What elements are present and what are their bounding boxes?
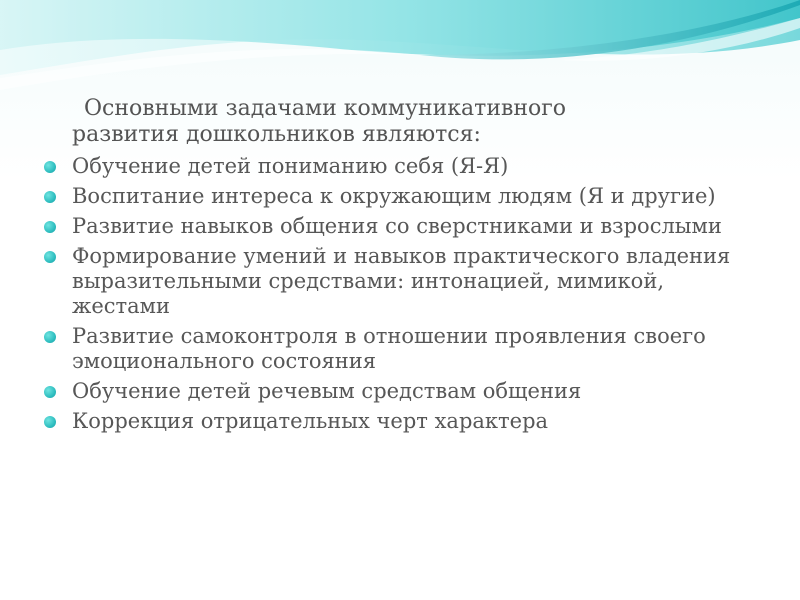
circle-bullet-icon — [44, 416, 56, 428]
list-item — [44, 409, 744, 434]
list-item — [44, 154, 744, 179]
heading-line-2: развития дошкольников являются: — [72, 122, 481, 147]
circle-bullet-icon — [44, 221, 56, 233]
bullet-text: Воспитание интереса к окружающим людям (Я и другие) — [72, 184, 716, 208]
bullet-list — [44, 154, 744, 434]
list-item — [44, 184, 744, 209]
circle-bullet-icon — [44, 161, 56, 173]
circle-bullet-icon — [44, 191, 56, 203]
bullet-text: Обучение детей речевым средствам общения — [72, 379, 582, 403]
circle-bullet-icon — [44, 331, 56, 343]
list-item — [44, 379, 744, 404]
bullet-text: Коррекция отрицательных черт характера — [72, 409, 549, 433]
circle-bullet-icon — [44, 386, 56, 398]
list-item — [44, 244, 744, 319]
slide-content — [44, 96, 744, 439]
list-item — [44, 214, 744, 239]
wave-decoration — [0, 0, 800, 110]
slide-heading — [44, 96, 744, 148]
heading-line-1: Основными задачами коммуникативного — [84, 96, 567, 121]
circle-bullet-icon — [44, 251, 56, 263]
bullet-text: Формирование умений и навыков практического владения выразительными средствами: интонацией, мимикой, жестами — [72, 244, 731, 318]
list-item — [44, 324, 744, 374]
bullet-text: Развитие самоконтроля в отношении проявления своего эмоционального состояния — [72, 324, 706, 373]
bullet-text: Обучение детей пониманию себя (Я-Я) — [72, 154, 509, 178]
bullet-text: Развитие навыков общения со сверстниками и взрослыми — [72, 214, 722, 238]
